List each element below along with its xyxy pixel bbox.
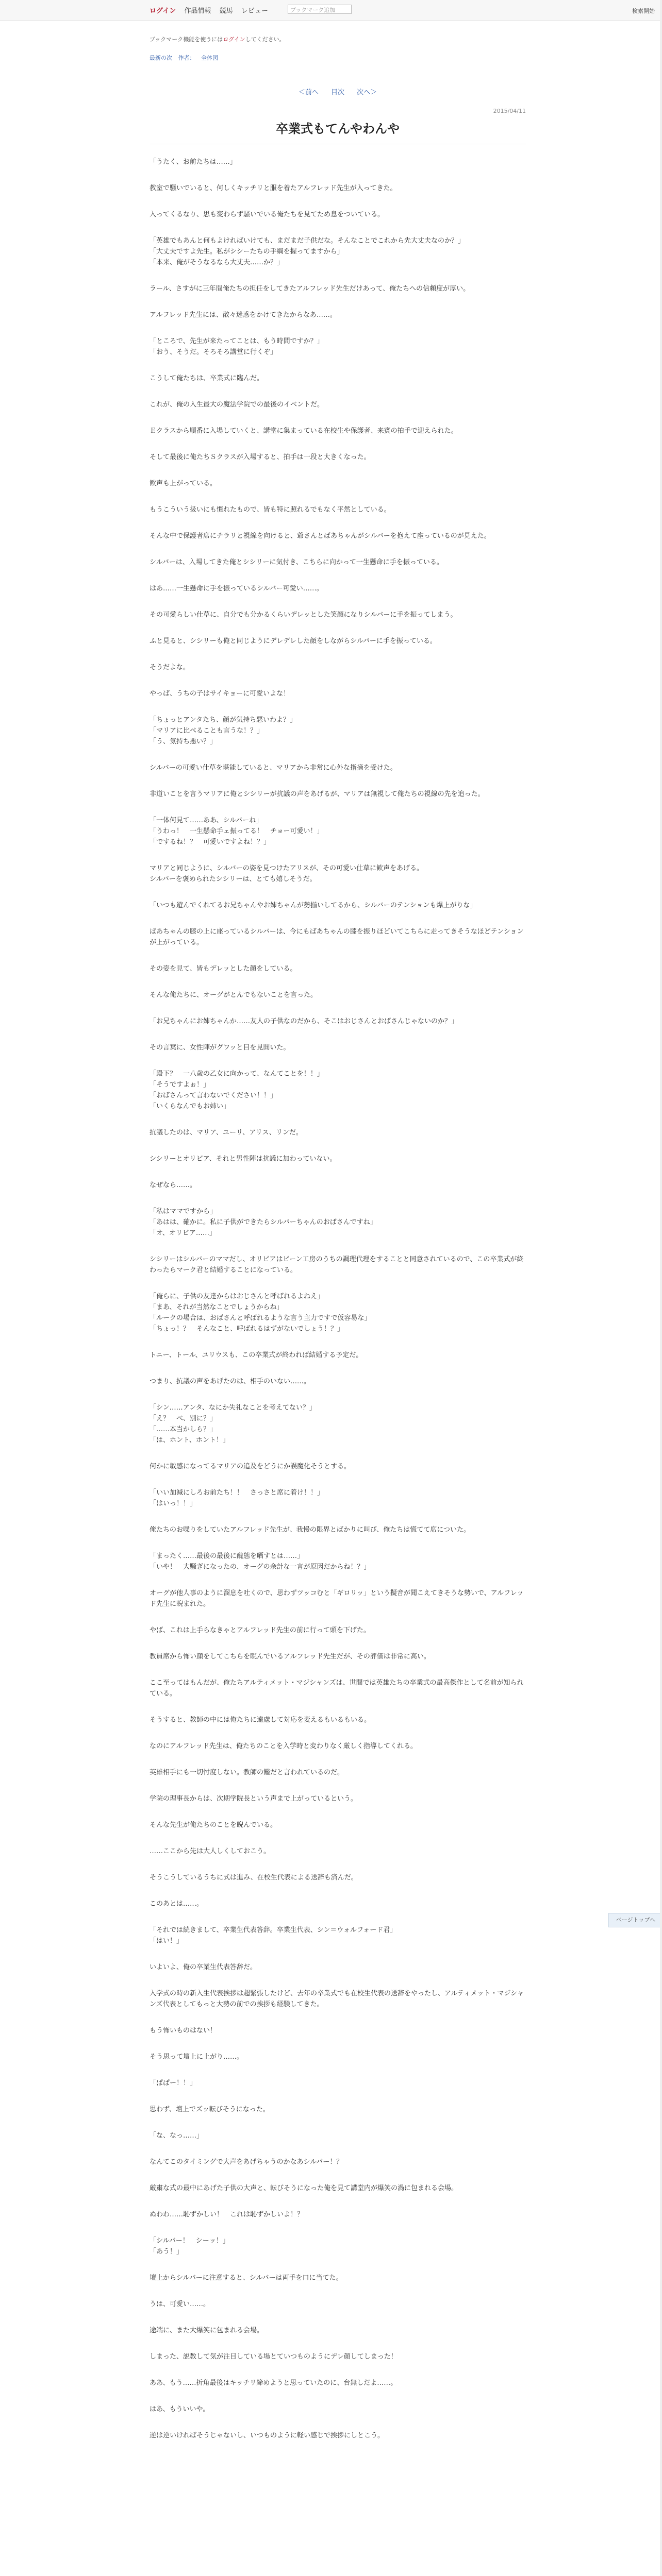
story-paragraph: そうすると、教師の中には俺たちに遠慮して対応を変えるもいるもいる。 xyxy=(150,1716,371,1724)
breadcrumb xyxy=(150,54,526,62)
story-body xyxy=(150,157,526,2441)
bookmark-input[interactable]: ブックマーク追加 xyxy=(288,5,352,14)
login-notice xyxy=(150,35,526,43)
story-paragraph: 「まったく……最後の最後に醜態を晒すとは……」 「いや！ 大騒ぎになったの、オーグの余計な一言が原因だからね！？」 xyxy=(150,1552,371,1571)
scrollbar[interactable] xyxy=(660,0,662,2576)
story-paragraph: 厳粛な式の最中にあげた子供の大声と、転びそうになった俺を見て講堂内が爆笑の渦に包まれる会場。 xyxy=(150,2184,458,2192)
page-top-button[interactable]: ページトップへ xyxy=(608,1913,662,1927)
story-paragraph: 非道いことを言うマリアに俺とシシリーが抗議の声をあげるが、マリアは無視して俺たちの視線の先を追った。 xyxy=(150,790,485,798)
story-paragraph: なぜなら……。 xyxy=(150,1181,197,1189)
story-paragraph: 教室で騒いでいると、何しくキッチリと服を着たアルフレッド先生が入ってきた。 xyxy=(150,184,397,192)
story-paragraph: 壇上からシルバーに注意すると、シルバーは両手を口に当てた。 xyxy=(150,2274,343,2282)
main-content xyxy=(150,21,526,2456)
story-paragraph: その言葉に、女性陣がグワッと目を見開いた。 xyxy=(150,1044,290,1052)
story-paragraph: そして最後に俺たちＳクラスが入場すると、拍手は一段と大きくなった。 xyxy=(150,453,371,461)
story-paragraph: このあとは……。 xyxy=(150,1900,204,1908)
story-paragraph: シシリーとオリビア、それと男性陣は抗議に加わっていない。 xyxy=(150,1155,337,1163)
story-paragraph: もう怖いものはない！ xyxy=(150,2027,217,2035)
nav-link-racing[interactable]: 競馬 xyxy=(219,7,233,15)
story-paragraph: いよいよ、俺の卒業生代表答辞だ。 xyxy=(150,1963,257,1971)
story-paragraph: 「ところで、先生が来たってことは、もう時間ですか？」 「おう、そうだ。そろそろ講堂に行くぞ」 xyxy=(150,337,324,356)
story-paragraph: 教員席から怖い顔をしてこちらを睨んでいるアルフレッド先生だが、その評価は非常に高い。 xyxy=(150,1653,431,1660)
story-paragraph: 抗議したのは、マリア、ユーリ、アリス、リンだ。 xyxy=(150,1129,303,1137)
story-paragraph: その姿を見て、皆もデレッとした顔をしている。 xyxy=(150,965,297,973)
top-nav xyxy=(150,5,274,15)
story-paragraph: アルフレッド先生には、散々迷惑をかけてきたからなあ……。 xyxy=(150,311,337,319)
story-paragraph: 「英雄でもあんと何もよければいけても、まだまだ子供だな。そんなことでこれから先大丈夫なのか？」 「大丈夫ですよ先生。私がシシーたちの手綱を握ってますから」 「本来、俺がそうなるなら大丈夫……か？」 xyxy=(150,237,465,266)
story-paragraph: 「ぱぱー！！」 xyxy=(150,2079,197,2087)
story-paragraph: 「いつも遊んでくれてるお兄ちゃんやお姉ちゃんが勢揃いしてるから、シルバーのテンションも爆上がりな」 xyxy=(150,902,477,909)
story-paragraph: 思わず、壇上でズッ転びそうになった。 xyxy=(150,2106,270,2113)
notice-suffix: してください。 xyxy=(245,36,285,43)
next-chapter-link[interactable]: 次へ＞ xyxy=(357,89,377,96)
story-paragraph: その可愛らしい仕草に、自分でも分かるくらいデレッとした笑顔になりシルバーに手を振ってしまう。 xyxy=(150,611,457,619)
story-paragraph: やば、これは上手らなきゃとアルフレッド先生の前に行って頭を下げた。 xyxy=(150,1626,370,1634)
story-paragraph: Ｅクラスから順番に入場していくと、講堂に集まっている在校生や保護者、来賓の拍手で迎えられた。 xyxy=(150,427,458,435)
story-paragraph: 「シン……アンタ、なにか失礼なことを考えてない？」 「え？ べ、別に？」 「……本当かしら？」 「は、ホント、ホント！」 xyxy=(150,1404,316,1444)
story-paragraph: 「お兄ちゃんにお姉ちゃんか……友人の子供なのだから、そこはおじさんとおばさんじゃないのか？」 xyxy=(150,1018,458,1025)
story-paragraph: なんてこのタイミングで大声をあげちゃうのかなあシルバー！？ xyxy=(150,2158,343,2166)
story-paragraph: 「俺らに、子供の友達からはおじさんと呼ばれるよねえ」 「まあ、それが当然なことでしょうからね」 「ルークの場合は、おばさんと呼ばれるような言う主力ですで仮容易な」 「ちょっ！？ そんなこと、呼ばれるはずがないでしょう！？」 xyxy=(150,1293,371,1333)
story-paragraph: やっぱ、うちの子はサイキョーに可愛いよな！ xyxy=(150,690,290,698)
story-paragraph: 「いい加減にしろお前たち！！ さっさと席に着け！！」 「はいっ！！」 xyxy=(150,1489,324,1507)
story-paragraph: ここ至ってはもんだが、俺たちアルティメット・マジシャンズは、世間では英雄たちの卒業式の最高傑作として名前が知られている。 xyxy=(150,1679,524,1698)
story-paragraph: そんな先生が俺たちのことを睨んでいる。 xyxy=(150,1821,277,1829)
post-date: 2015/04/11 xyxy=(493,108,526,114)
story-paragraph: こうして俺たちは、卒業式に臨んだ。 xyxy=(150,375,264,382)
story-paragraph: 入学式の時の新入生代表挨拶は超緊張したけど、去年の卒業式でも在校生代表の送辞をやったし、アルティメット・マジシャンズ代表としてもっと大勢の前での挨拶も経験してきた。 xyxy=(150,1990,524,2008)
story-paragraph: 逆は逆いければそうじゃないし、いつものように軽い感じで挨拶にしとこう。 xyxy=(150,2432,385,2439)
story-paragraph: マリアと同じように、シルバーの姿を見つけたアリスが、その可愛い仕草に歓声をあげる。 シルバーを褒められたシシリーは、とても嬉しそうだ。 xyxy=(150,865,423,883)
story-paragraph: ああ、もう……折角最後はキッチリ締めようと思っていたのに、台無しだよ……。 xyxy=(150,2379,398,2387)
search-start-link[interactable]: 検索開始 xyxy=(632,8,655,14)
story-paragraph: トニー、トール、ユリウスも、この卒業式が終われば結婚する予定だ。 xyxy=(150,1351,363,1359)
table-of-contents-link[interactable]: 目次 xyxy=(330,89,344,96)
story-paragraph: はあ……一生懸命に手を振っているシルバー可愛い……。 xyxy=(150,585,323,592)
story-paragraph: シルバーの可愛い仕草を堪能していると、マリアから非常に心外な指摘を受けた。 xyxy=(150,764,397,772)
notice-prefix: ブックマーク機能を使うには xyxy=(150,36,223,43)
story-paragraph: 「うたく、お前たちは……」 xyxy=(150,158,237,166)
notice-login-link[interactable]: ログイン xyxy=(223,36,245,43)
story-paragraph: 入ってくるなり、思も変わらず騒いでいる俺たちを見てため息をついている。 xyxy=(150,211,385,218)
story-paragraph: そんな中で保護者席にチラリと視線を向けると、爺さんとばあちゃんがシルバーを抱えて座っているのが見えた。 xyxy=(150,532,491,540)
story-paragraph: 「殿下？ 一八歳の乙女に向かって、なんてことを！！」 「そうですよぉ！」 「おばさんって言わないでください！！」 「いくらなんでもお姉い」 xyxy=(150,1070,324,1110)
story-paragraph: ばあちゃんの膝の上に座っているシルバーは、今にもばあちゃんの膝を振りほどいてこちらに走ってきそうなほどテンションが上がっている。 xyxy=(150,928,524,946)
story-paragraph: 何かに敏感になってるマリアの追及をどうにか誤魔化そうとする。 xyxy=(150,1463,351,1470)
story-paragraph: シシリーはシルバーのママだし、オリビアはビーン工房のうちの調理代理をすることと同意されているので、この卒業式が終わったらマーク君と結婚することになっている。 xyxy=(150,1256,524,1274)
story-paragraph: 学院の理事長からは、次期学院長という声まで上がっているという。 xyxy=(150,1795,358,1803)
story-paragraph: そうだよな。 xyxy=(150,664,190,671)
story-paragraph: 「ちょっとアンタたち、顔が気持ち悪いわよ？」 「マリアに比べることも言うな！？」 「う、気持ち悪い？」 xyxy=(150,716,296,745)
top-navigation-bar xyxy=(0,0,662,21)
story-paragraph: ぬわわ……恥ずかしい！ これは恥ずかしいよ！？ xyxy=(150,2211,304,2218)
story-paragraph: はあ、もういいや。 xyxy=(150,2405,210,2413)
story-paragraph: つまり、抗議の声をあげたのは、相手のいない……。 xyxy=(150,1378,311,1385)
nav-link-reviews[interactable]: レビュー xyxy=(241,7,268,15)
story-paragraph: 「な、なっ……」 xyxy=(150,2132,204,2140)
story-paragraph: 「それでは続きまして、卒業生代表答辞。卒業生代表、シン＝ウォルフォード君」 「はい！」 xyxy=(150,1926,397,1945)
story-paragraph: ふと見ると、シシリーも俺と同じようにデレデレした顔をしながらシルバーに手を振っている。 xyxy=(150,637,437,645)
story-paragraph: 「私はママですから」 「あはは、確かに。私に子供ができたらシルバーちゃんのおばさんですね」 「オ、オリビア……」 xyxy=(150,1208,377,1237)
breadcrumb-item[interactable]: 全体図 xyxy=(201,55,218,61)
story-paragraph: 「一体何見て……ああ、シルバーね」 「うわっ！ 一生懸命手ェ振ってる！ チョー可愛い！」 「でするね！？ 可愛いですよね！？」 xyxy=(150,817,324,846)
story-paragraph: シルバーは、入場してきた俺とシシリーに気付き、こちらに向かって一生懸命に手を振っている。 xyxy=(150,558,443,566)
nav-link-works[interactable]: 作品情報 xyxy=(184,7,211,15)
story-paragraph: ラール、さすがに三年間俺たちの担任をしてきたアルフレッド先生だけあって、俺たちへの信頼度が厚い。 xyxy=(150,285,470,293)
story-paragraph: なのにアルフレッド先生は、俺たちのことを入学時と変わりなく厳しく指導してくれる。 xyxy=(150,1742,417,1750)
prev-chapter-link[interactable]: ＜前へ xyxy=(298,89,319,96)
login-link[interactable]: ログイン xyxy=(150,7,176,15)
story-paragraph: しまった、説教して気が注目している場とていつものようにデレ顔してしまった！ xyxy=(150,2353,398,2361)
story-paragraph: 途端に、また大爆笑に包まれる会場。 xyxy=(150,2327,264,2334)
story-paragraph: オーグが他人事のように溜息を吐くので、思わずツッコむと「ギロリッ」という擬音が聞こえてきそうな勢いで、アルフレッド先生に睨まれた。 xyxy=(150,1589,524,1608)
breadcrumb-item[interactable]: 作者： xyxy=(178,55,195,61)
chapter-title: 卒業式もてんやわんや xyxy=(150,118,526,144)
story-paragraph: そんな俺たちに、オーグがとんでもないことを言った。 xyxy=(150,991,318,999)
story-paragraph: もうこういう扱いにも慣れたもので、皆も特に照れるでもなく平然としている。 xyxy=(150,506,391,514)
story-paragraph: 歓声も上がっている。 xyxy=(150,480,217,487)
story-paragraph: 「シルバー！ シーッ！」 「あう！」 xyxy=(150,2237,229,2256)
story-paragraph: ……ここから先は大人しくしておこう。 xyxy=(150,1848,271,1855)
breadcrumb-item[interactable]: 最新の次 xyxy=(150,55,172,61)
story-paragraph: うは、可愛い……。 xyxy=(150,2300,210,2308)
story-paragraph: 英雄相手にも一切忖度しない。教師の鑑だと言われているのだ。 xyxy=(150,1769,344,1776)
story-paragraph: そう思って壇上に上がり……。 xyxy=(150,2053,244,2061)
story-paragraph: そうこうしているうちに式は進み、在校生代表による送辞も済んだ。 xyxy=(150,1874,358,1882)
chapter-pager xyxy=(150,87,526,96)
story-paragraph: これが、俺の入生最大の魔法学院での最後のイベントだ。 xyxy=(150,401,324,409)
story-paragraph: 俺たちのお喋りをしていたアルフレッド先生が、我慢の限界とばかりに叫び、俺たちは慌てて席についた。 xyxy=(150,1526,471,1534)
